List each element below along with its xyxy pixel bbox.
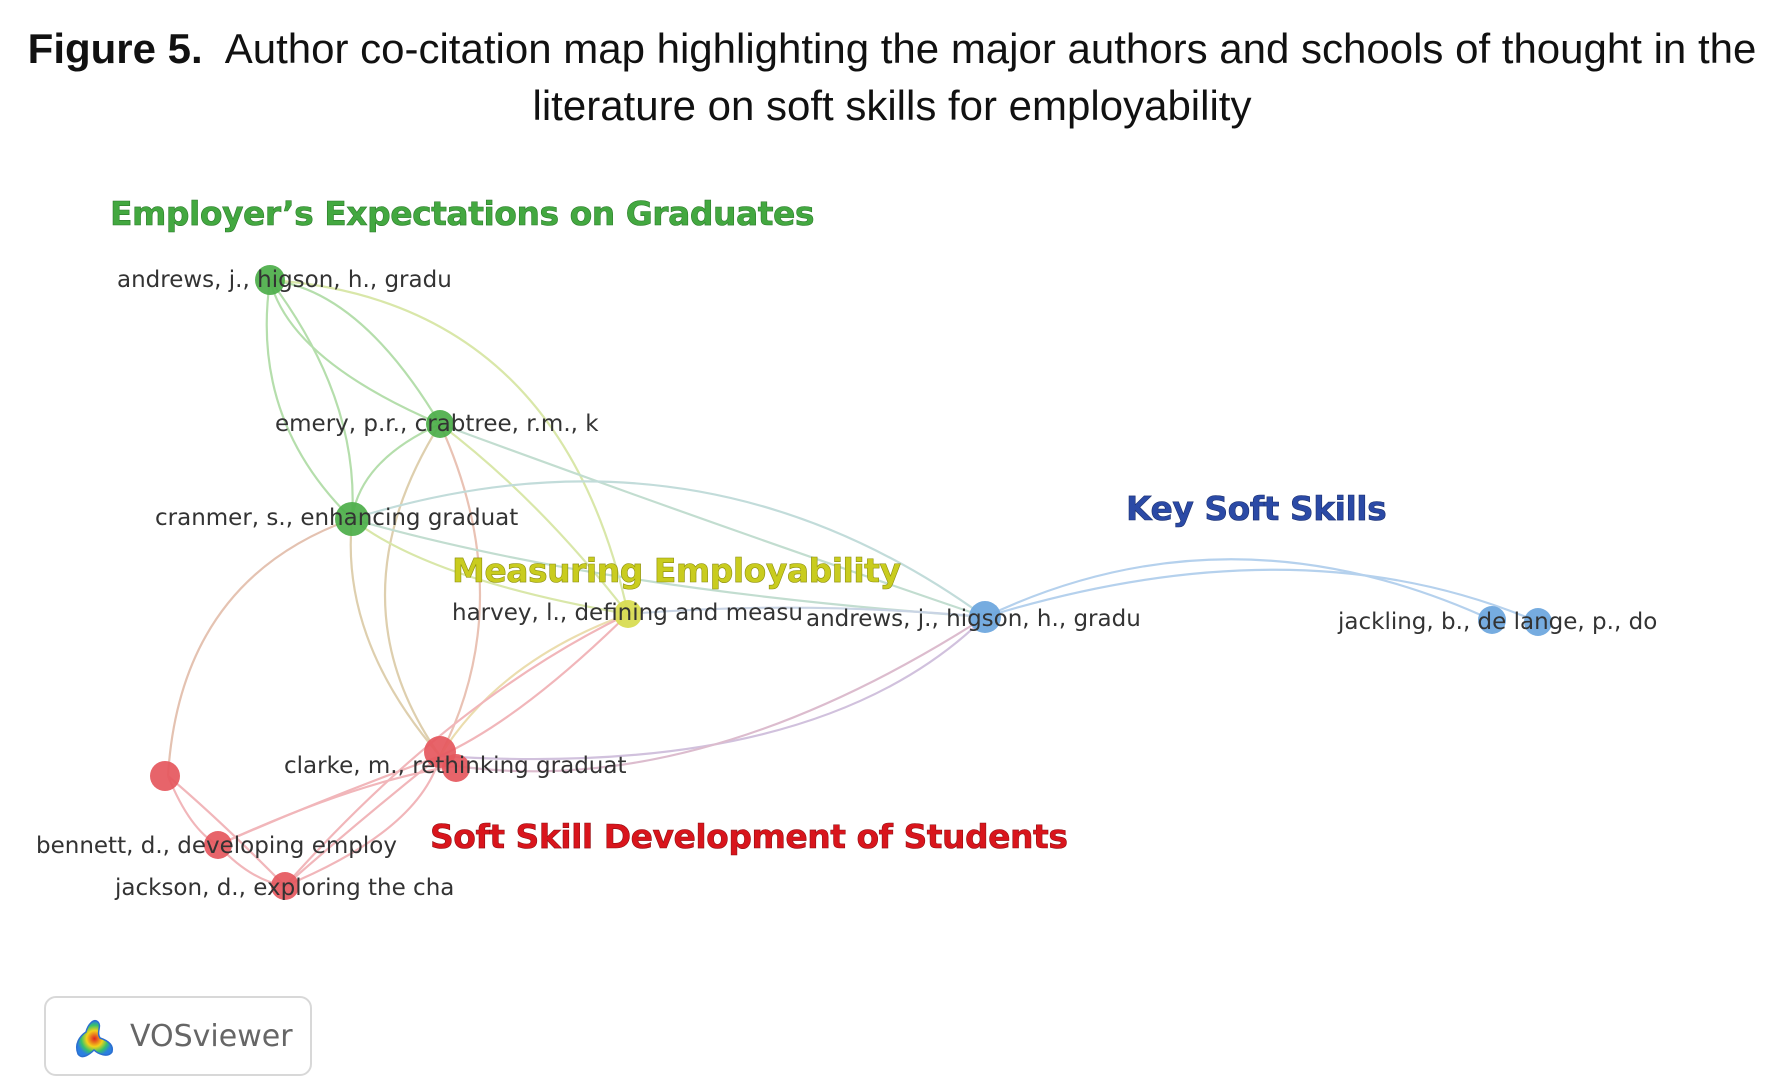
node-label: jackson, d., exploring the cha <box>115 875 455 901</box>
cluster-label-blue: Key Soft Skills <box>1126 489 1387 528</box>
node-label: harvey, l., defining and measu <box>452 600 803 626</box>
edge <box>456 617 985 771</box>
node-label: jackling, b., de lange, p., do <box>1338 609 1658 635</box>
vosviewer-badge[interactable] <box>44 996 312 1076</box>
edge <box>352 481 985 617</box>
cluster-label-green: Employer’s Expectations on Graduates <box>110 194 815 233</box>
vosviewer-label: VOSviewer <box>130 1018 293 1054</box>
edge <box>270 280 440 424</box>
cluster-label-yellow: Measuring Employability <box>452 551 901 590</box>
figure-title: Author co-citation map highlighting the major authors and schools of thought in the literature on soft skills for employability <box>224 25 1757 129</box>
edge <box>440 424 480 756</box>
edge <box>168 776 285 886</box>
vosviewer-logo-icon <box>68 1010 120 1062</box>
node-label: cranmer, s., enhancing graduat <box>155 505 519 531</box>
edge <box>351 519 440 756</box>
node-unlabeled-red[interactable] <box>150 761 180 791</box>
edge <box>440 617 985 759</box>
edge <box>267 280 352 519</box>
edge <box>385 424 440 756</box>
edge <box>270 280 440 424</box>
edge <box>270 280 353 519</box>
figure-number: Figure 5. <box>27 25 203 72</box>
edge <box>168 519 352 776</box>
node-label: andrews, j., higson, h., gradu <box>117 267 452 293</box>
node-label: bennett, d., developing employ <box>36 833 397 859</box>
node-label: emery, p.r., crabtree, r.m., k <box>275 411 599 437</box>
node-label: clarke, m., rethinking graduat <box>284 753 627 779</box>
cluster-label-red: Soft Skill Development of Students <box>430 817 1068 856</box>
node-label: andrews, j., higson, h., gradu <box>806 606 1141 632</box>
